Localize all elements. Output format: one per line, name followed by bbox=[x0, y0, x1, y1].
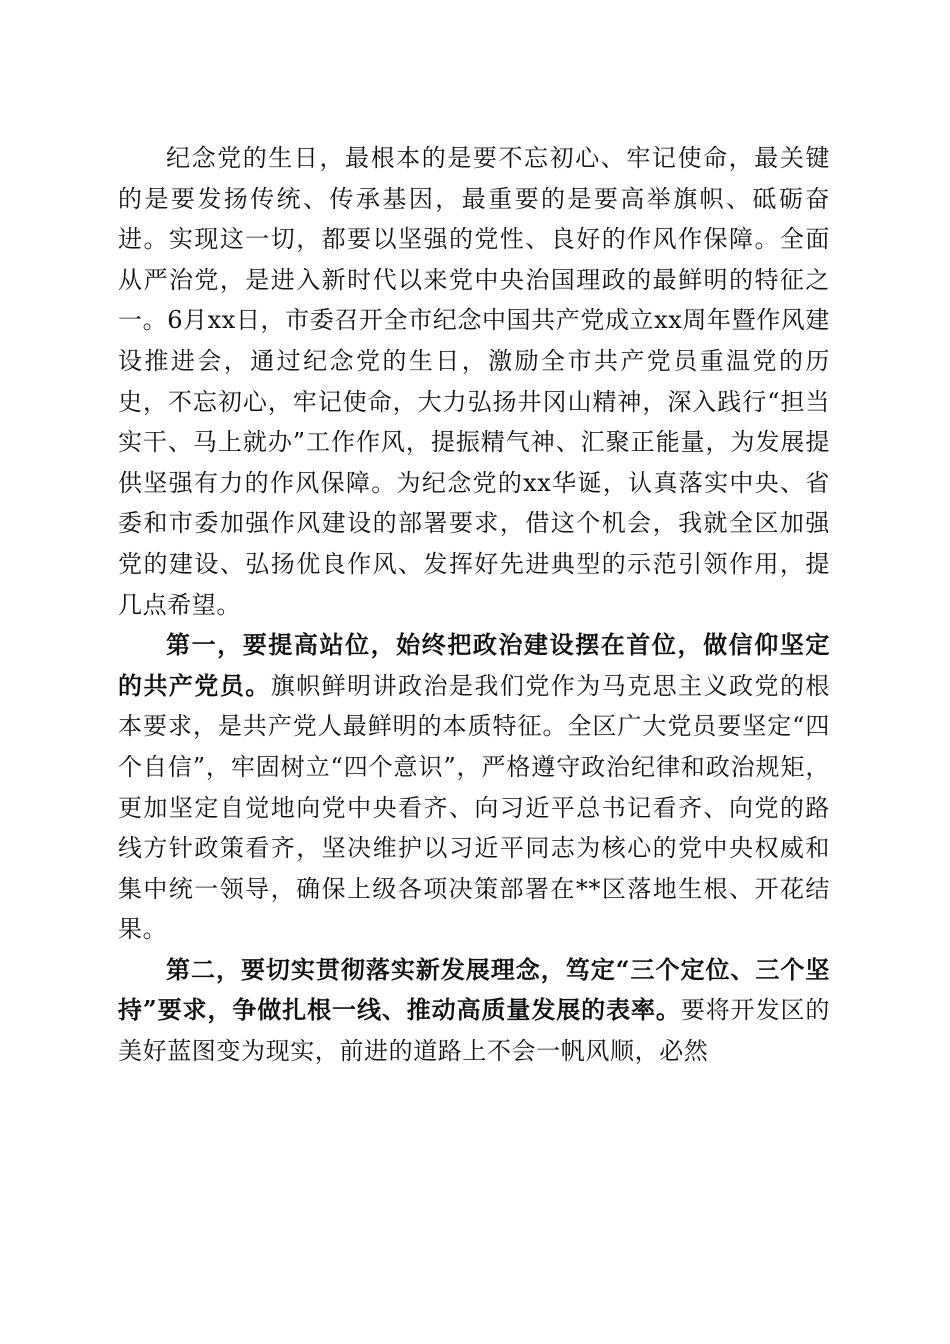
paragraph-intro-text: 纪念党的生日，最根本的是要不忘初心、牢记使命，最关键的是要发扬传统、传承基因，最重要的是要高举旗帜、砥砺奋进。实现这一切，都要以坚强的党性、良好的作风作保障。全面从严治党，是进入新时代以来党中央治国理政的最鲜明的特征之一。6月xx日，市委召开全市纪念中国共产党成立xx周年暨作风建设推进会，通过纪念党的生日，激励全市共产党员重温党的历史，不忘初心，牢记使命，大力弘扬井冈山精神，深入践行“担当实干、马上就办”工作作风，提振精气神、汇聚正能量，为发展提供坚强有力的作风保障。为纪念党的xx华诞，认真落实中央、省委和市委加强作风建设的部署要求，借这个机会，我就全区加强党的建设、弘扬优良作风、发挥好先进典型的示范引领作用，提几点希望。 bbox=[118, 144, 831, 619]
paragraph-intro bbox=[118, 138, 830, 625]
paragraph-first-point-heading: 第一，要提高站位，始终把政治建设摆在首位，做信仰坚定的共产党员。 bbox=[118, 630, 830, 700]
paragraph-second-point-heading: 第二，要切实贯彻落实新发展理念，笃定“三个定位、三个坚持”要求，争做扎根一线、推动高质量发展的表率。 bbox=[118, 954, 830, 1025]
paragraph-first-point-text: 旗帜鲜明讲政治是我们党作为马克思主义政党的根本要求，是共产党人最鲜明的本质特征。全区广大党员要坚定“四个自信”，牢固树立“四个意识”，严格遵守政治纪律和政治规矩，更加坚定自觉地向党中央看齐、向习近平总书记看齐、向党的路线方针政策看齐，坚决维护以习近平同志为核心的党中央权威和集中统一领导，确保上级各项决策部署在**区落地生根、开花结果。 bbox=[118, 671, 830, 944]
paragraph-second-point-text: 要将开发区的美好蓝图变为现实，前进的道路上不会一帆风顺，必然 bbox=[118, 996, 830, 1066]
document-page bbox=[118, 138, 830, 1072]
paragraph-first-point bbox=[118, 625, 830, 950]
paragraph-second-point bbox=[118, 950, 830, 1072]
